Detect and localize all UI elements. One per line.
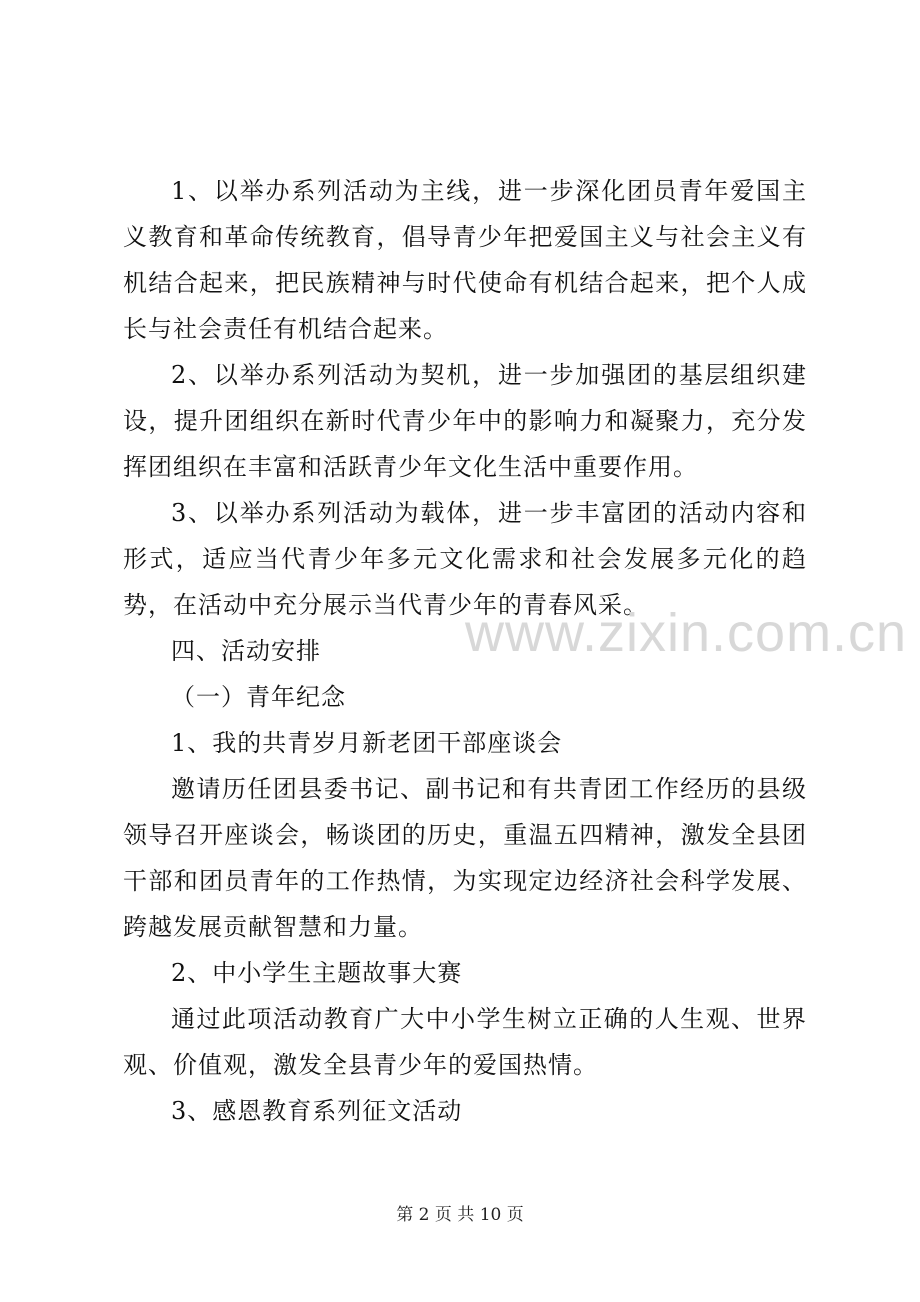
item-heading-essay-contest: 3、感恩教育系列征文活动	[171, 1097, 463, 1125]
paragraph-forum: 邀请历任团县委书记、副书记和有共青团工作经历的县级领导召开座谈会，畅谈团的历史，重温五四精神，激发全县团干部和团员青年的工作热情，为实现定边经济社会科学发展、跨越发展贡献智慧和力量。	[123, 775, 807, 941]
watermark: www.zixin.com.cn	[465, 603, 908, 663]
paragraph-goal-3: 3、以举办系列活动为载体，进一步丰富团的活动内容和形式，适应当代青少年多元文化需求和社会发展多元化的趋势，在活动中充分展示当代青少年的青春风采。	[123, 499, 807, 619]
subsection-heading-commemoration: （一）青年纪念	[171, 683, 346, 711]
page-footer: 第 2 页 共 10 页	[396, 1205, 524, 1225]
item-heading-forum: 1、我的共青岁月新老团干部座谈会	[171, 729, 563, 757]
item-heading-story-contest: 2、中小学生主题故事大赛	[171, 959, 463, 987]
section-heading-activities: 四、活动安排	[171, 637, 321, 665]
paragraph-story-contest: 通过此项活动教育广大中小学生树立正确的人生观、世界观、价值观，激发全县青少年的爱国热情。	[123, 1005, 807, 1079]
paragraph-goal-2: 2、以举办系列活动为契机，进一步加强团的基层组织建设，提升团组织在新时代青少年中的影响力和凝聚力，充分发挥团组织在丰富和活跃青少年文化生活中重要作用。	[123, 361, 807, 481]
paragraph-goal-1: 1、以举办系列活动为主线，进一步深化团员青年爱国主义教育和革命传统教育，倡导青少年把爱国主义与社会主义有机结合起来，把民族精神与时代使命有机结合起来，把个人成长与社会责任有机结合起来。	[123, 177, 807, 343]
